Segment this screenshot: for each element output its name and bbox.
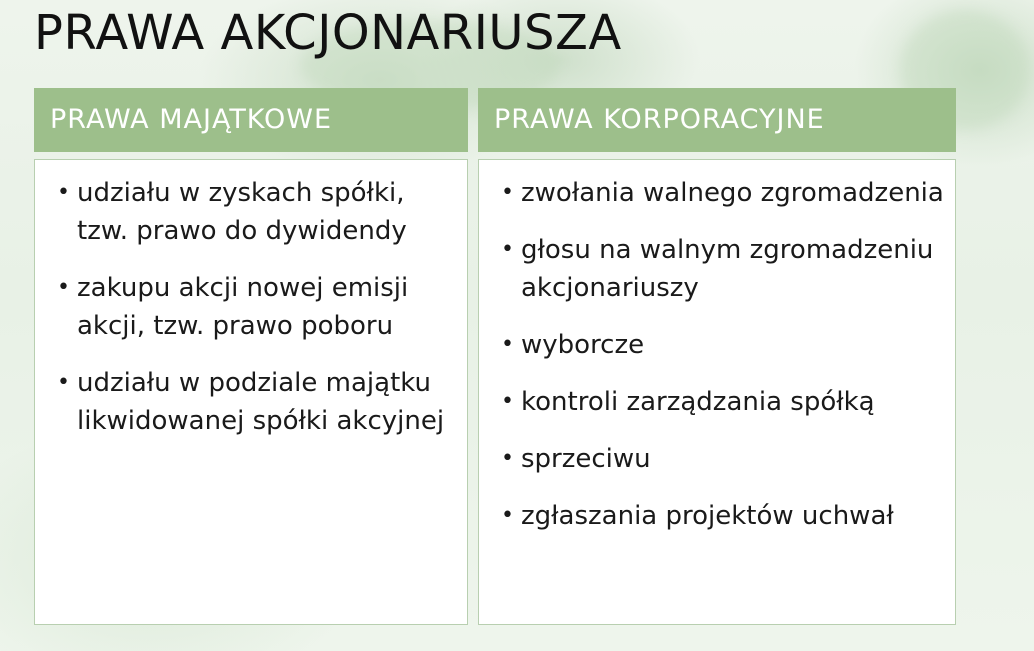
column-body — [34, 159, 468, 625]
column-property-rights — [34, 88, 468, 625]
list-item — [57, 269, 457, 345]
column-body — [478, 159, 956, 625]
list-item-text: zgłaszania projektów uchwał — [521, 501, 894, 531]
bullet-icon: • — [501, 237, 514, 262]
list-item — [501, 497, 945, 535]
list-item — [501, 383, 945, 421]
list-item-text: sprzeciwu — [521, 444, 651, 474]
list-item-text: wyborcze — [521, 330, 645, 360]
list-item-text: zwołania walnego zgromadzenia — [521, 178, 944, 208]
bullet-icon: • — [501, 180, 514, 205]
list-item — [57, 364, 457, 440]
bullet-list — [501, 174, 945, 535]
bullet-list — [57, 174, 457, 440]
column-header: PRAWA MAJĄTKOWE — [34, 88, 468, 152]
list-item — [501, 440, 945, 478]
list-item — [501, 174, 945, 212]
column-corporate-rights — [478, 88, 956, 625]
list-item-text: udziału w podziale majątku likwidowanej spółki akcyjnej — [77, 368, 445, 436]
list-item-text: udziału w zyskach spółki, tzw. prawo do dywidendy — [77, 178, 407, 246]
bullet-icon: • — [501, 503, 514, 528]
bullet-icon: • — [57, 370, 70, 395]
list-item — [501, 231, 945, 307]
page-title: PRAWA AKCJONARIUSZA — [34, 5, 622, 61]
column-header: PRAWA KORPORACYJNE — [478, 88, 956, 152]
bullet-icon: • — [501, 446, 514, 471]
list-item-text: kontroli zarządzania spółką — [521, 387, 875, 417]
bullet-icon: • — [57, 275, 70, 300]
bullet-icon: • — [501, 389, 514, 414]
bullet-icon: • — [501, 332, 514, 357]
list-item-text: głosu na walnym zgromadzeniu akcjonariuszy — [521, 235, 934, 303]
bullet-icon: • — [57, 180, 70, 205]
list-item — [501, 326, 945, 364]
list-item-text: zakupu akcji nowej emisji akcji, tzw. prawo poboru — [77, 273, 409, 341]
list-item — [57, 174, 457, 250]
